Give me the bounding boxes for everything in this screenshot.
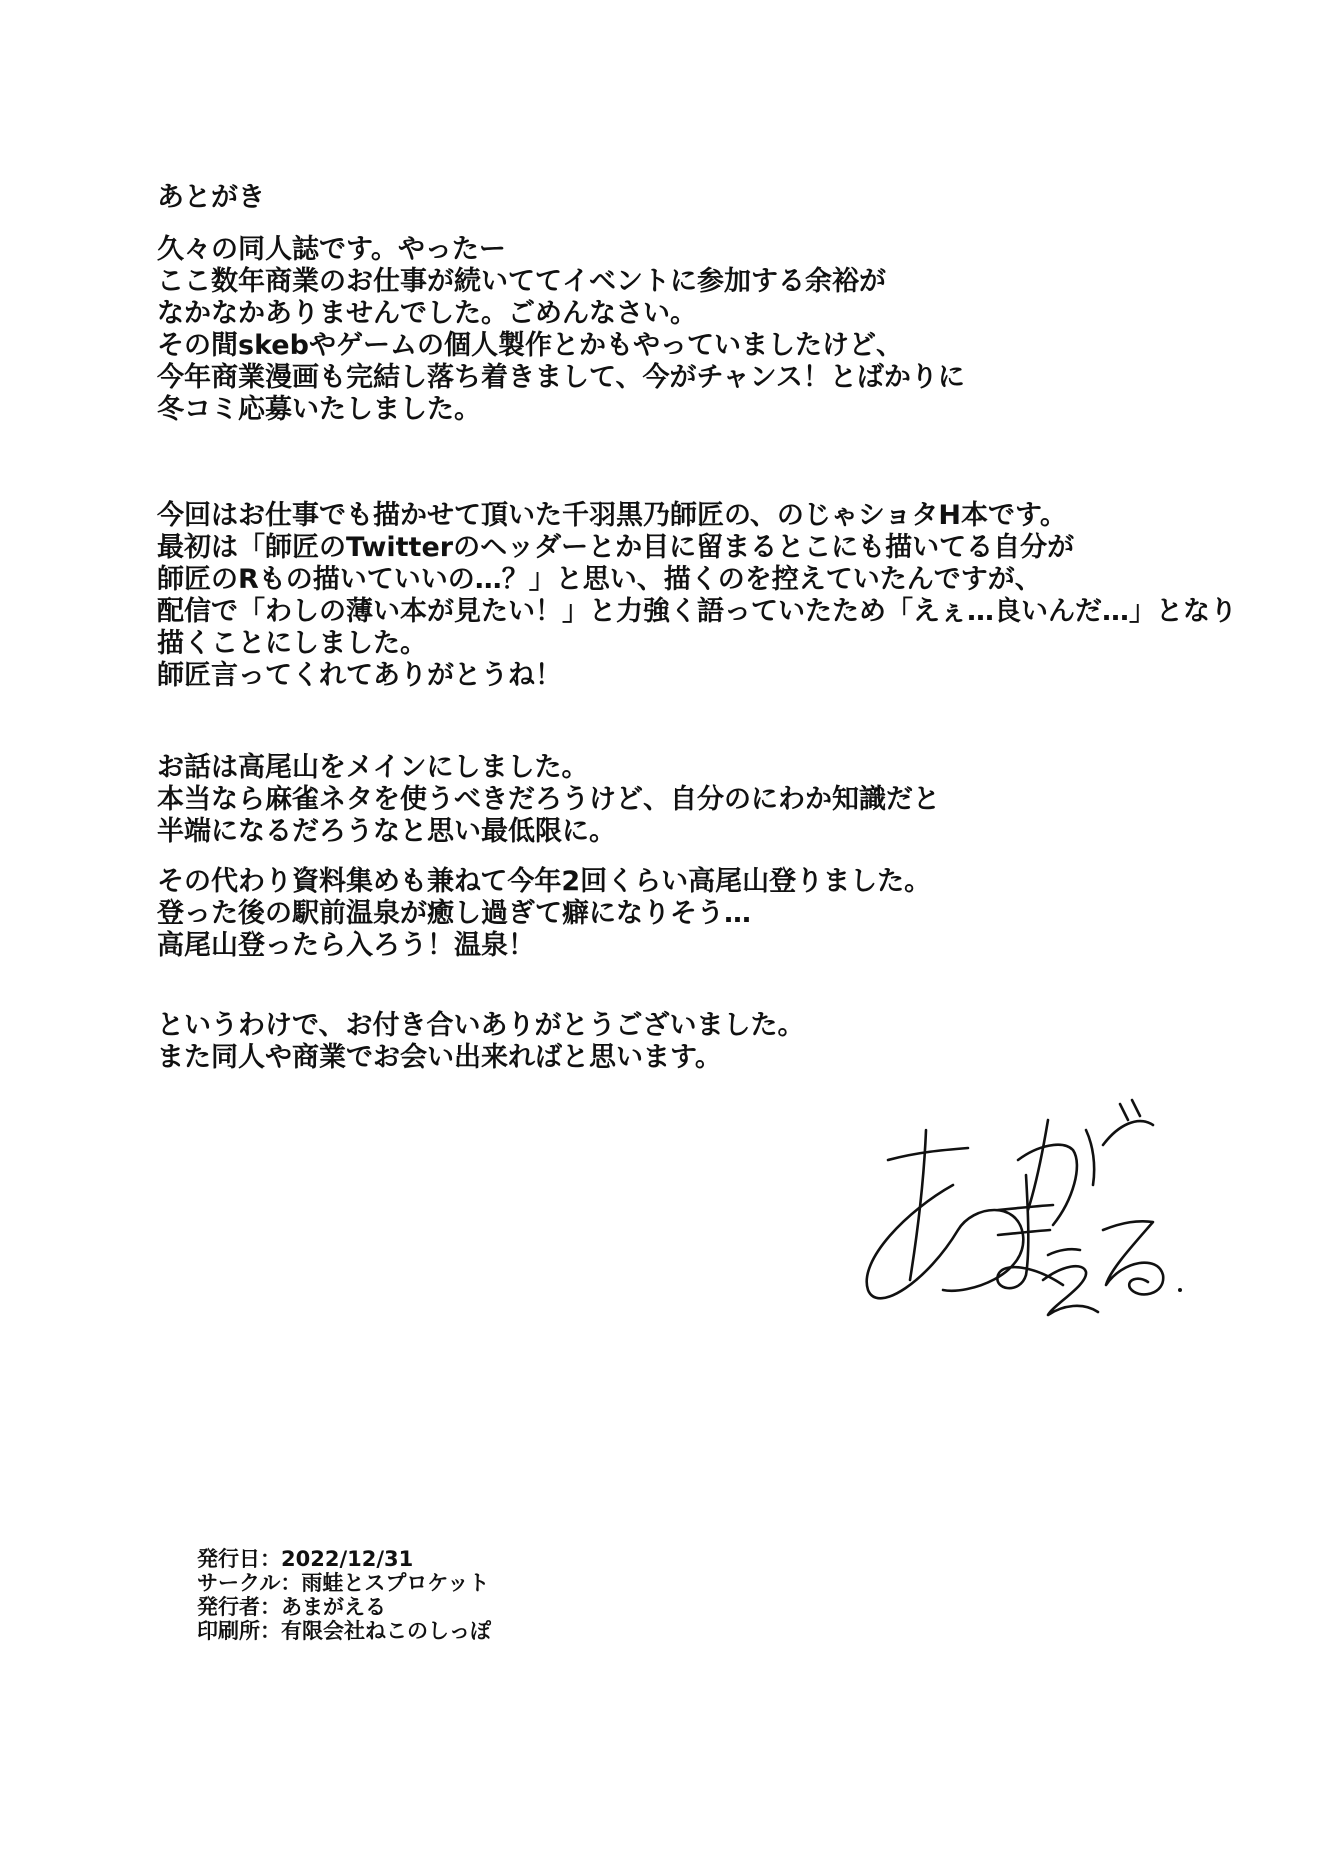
text-line: 高尾山登ったら入ろう！温泉！ bbox=[157, 930, 535, 961]
colophon-circle: サークル：雨蛙とスプロケット bbox=[197, 1571, 490, 1595]
text-line: 描くことにしました。 bbox=[157, 628, 427, 659]
text-line: というわけで、お付き合いありがとうございました。 bbox=[157, 1010, 805, 1041]
handwritten-signature bbox=[848, 1090, 1188, 1330]
text-line: 師匠のRもの描いていいの…？」と思い、描くのを控えていたんですが、 bbox=[157, 564, 1042, 595]
text-line: その間skebやゲームの個人製作とかもやっていましたけど、 bbox=[157, 330, 903, 361]
text-line: なかなかありませんでした。ごめんなさい。 bbox=[157, 298, 697, 329]
text-line: お話は高尾山をメインにしました。 bbox=[157, 752, 589, 783]
text-line: 最初は「師匠のTwitterのヘッダーとか目に留まるとこにも描いてる自分が bbox=[157, 532, 1075, 563]
colophon-printer: 印刷所：有限会社ねこのしっぽ bbox=[197, 1619, 491, 1643]
text-line: 本当なら麻雀ネタを使うべきだろうけど、自分のにわか知識だと bbox=[157, 784, 940, 815]
text-line: 今回はお仕事でも描かせて頂いた千羽黒乃師匠の、のじゃショタH本です。 bbox=[157, 500, 1067, 531]
colophon-publisher: 発行者：あまがえる bbox=[197, 1595, 386, 1619]
text-line: 冬コミ応募いたしました。 bbox=[157, 394, 481, 425]
text-line: 配信で「わしの薄い本が見たい！」と力強く語っていたため「えぇ…良いんだ…」となり bbox=[157, 596, 1237, 627]
text-line: 登った後の駅前温泉が癒し過ぎて癖になりそう… bbox=[157, 898, 751, 929]
text-line: ここ数年商業のお仕事が続いててイベントに参加する余裕が bbox=[157, 266, 886, 297]
afterword-title: あとがき bbox=[157, 182, 265, 213]
text-line: 師匠言ってくれてありがとうね！ bbox=[157, 660, 562, 691]
text-line: 半端になるだろうなと思い最低限に。 bbox=[157, 816, 616, 847]
text-line: また同人や商業でお会い出来ればと思います。 bbox=[157, 1042, 722, 1073]
colophon-release-date: 発行日：2022/12/31 bbox=[197, 1547, 414, 1571]
text-line: その代わり資料集めも兼ねて今年2回くらい高尾山登りました。 bbox=[157, 866, 932, 897]
text-line: 今年商業漫画も完結し落ち着きまして、今がチャンス！とばかりに bbox=[157, 362, 965, 393]
text-line: 久々の同人誌です。やったー bbox=[157, 234, 506, 265]
